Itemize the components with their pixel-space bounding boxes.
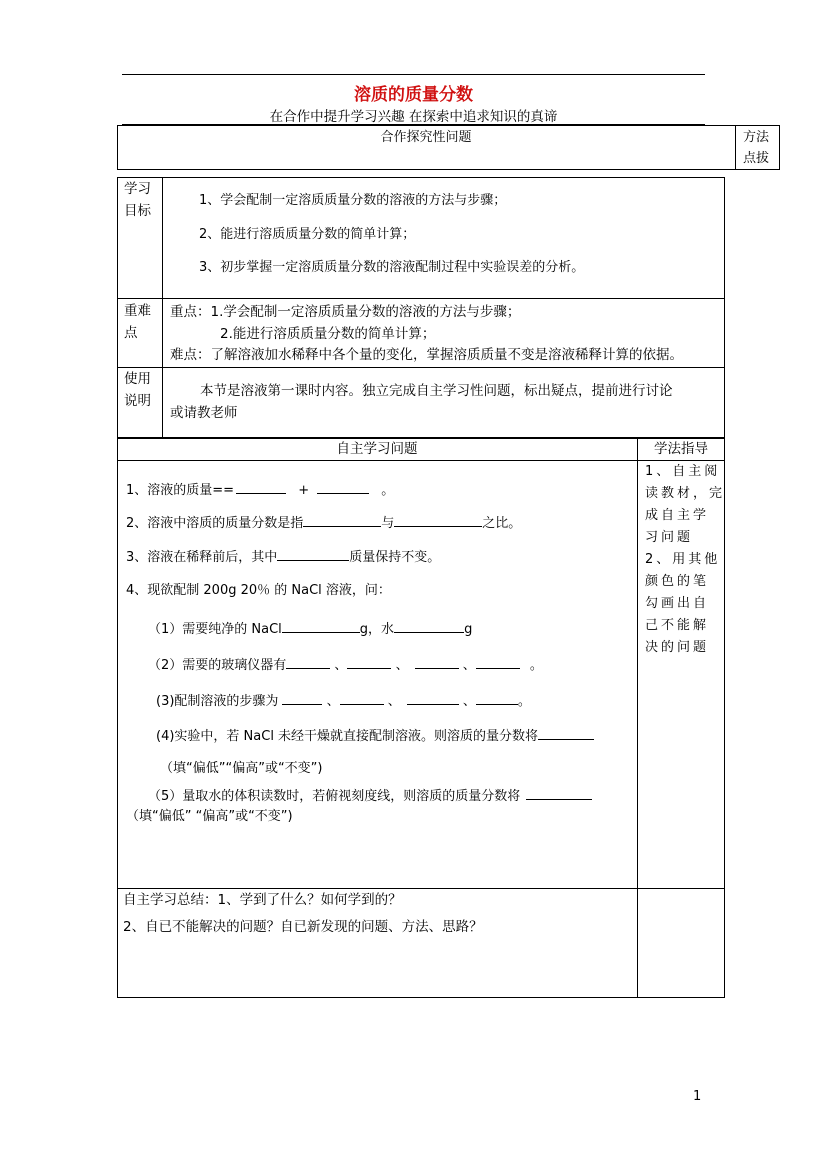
nacl-mass-blank[interactable] (282, 618, 360, 633)
study-guide-line: 2、用其他 (645, 552, 721, 567)
question-3-label: 3、溶液在稀释前后，其中 (126, 550, 278, 565)
question-4-5-hint: （填“偏低” “偏高”或“不变”) (126, 809, 293, 824)
question-4-3 (156, 690, 531, 711)
goal-item-1: 1、学会配制一定溶质质量分数的溶液的方法与步骤； (199, 193, 507, 208)
question-4-5-blank[interactable] (526, 785, 592, 800)
method-label-1: 方法 (743, 130, 770, 145)
separator: 、 (334, 658, 348, 673)
step-blank-3[interactable] (407, 690, 459, 705)
question-2-and: 与 (381, 516, 395, 531)
keypoints-line-3: 难点：了解溶液加水稀释中各个量的变化，掌握溶质质量不变是溶液稀释计算的依据。 (170, 347, 683, 363)
question-4-1-unit: g (464, 622, 473, 637)
question-3-blank[interactable] (277, 546, 349, 561)
question-4-4-hint: （填“偏低”“偏高”或“不变”) (160, 761, 323, 776)
keypoints-line-1: 重点：1.学会配制一定溶质质量分数的溶液的方法与步骤； (170, 304, 521, 320)
glassware-blank-1[interactable] (286, 654, 330, 669)
question-4-1-water: g，水 (359, 622, 395, 637)
question-3 (126, 546, 440, 567)
keypoints-line-2: 2.能进行溶质质量分数的简单计算； (220, 326, 436, 342)
question-4-1-label: （1）需要纯净的 NaCl (148, 622, 282, 637)
question-4-3-label: (3)配制溶液的步骤为 (156, 694, 279, 709)
header-rule-top (122, 74, 705, 75)
info-table-row-divider-1 (117, 298, 725, 299)
question-4-1 (148, 618, 472, 639)
glassware-blank-2[interactable] (347, 654, 391, 669)
question-4-5 (148, 785, 592, 806)
usage-label-2: 说明 (124, 393, 151, 409)
question-1-blank-2[interactable] (317, 479, 369, 494)
info-table-label-divider (162, 177, 163, 438)
question-3-end: 质量保持不变。 (349, 550, 441, 565)
study-guide-text (645, 461, 725, 659)
glassware-blank-4[interactable] (476, 654, 520, 669)
question-1-blank-1[interactable] (236, 479, 286, 494)
step-blank-1[interactable] (282, 690, 322, 705)
study-guide-line: 己不能解 (645, 618, 710, 633)
question-2-blank-2[interactable] (394, 512, 482, 527)
question-1-end: 。 (381, 483, 395, 498)
question-2-label: 2、溶液中溶质的质量分数是指 (126, 516, 304, 531)
study-guide-line: 勾画出自 (645, 596, 710, 611)
question-4-4-label: (4)实验中，若 NaCl 未经干燥就直接配制溶液。则溶质的量分数将 (156, 729, 539, 744)
separator: 、 (462, 694, 476, 709)
question-4: 4、现欲配制 200g 20％ 的 NaCl 溶液，问： (126, 583, 391, 598)
usage-label-1: 使用 (124, 371, 151, 387)
document-title: 溶质的质量分数 (354, 85, 473, 105)
goals-label-2: 目标 (124, 203, 151, 219)
question-2 (126, 512, 521, 533)
cooperative-table-divider (735, 125, 736, 170)
goal-item-3: 3、初步掌握一定溶质质量分数的溶液配制过程中实验误差的分析。 (199, 260, 585, 275)
question-2-end: 之比。 (482, 516, 522, 531)
document-subtitle: 在合作中提升学习兴趣 在探索中追求知识的真谛 (269, 109, 558, 125)
step-blank-4[interactable] (476, 690, 518, 705)
study-guide-line: 读教材，完 (645, 486, 726, 501)
question-4-2-label: （2）需要的玻璃仪器有 (148, 658, 287, 673)
glassware-blank-3[interactable] (415, 654, 459, 669)
method-label-2: 点拔 (743, 151, 770, 166)
summary-line-1: 自主学习总结：1、学到了什么？如何学到的？ (123, 892, 402, 908)
usage-line-1: 本节是溶液第一课时内容。独立完成自主学习性问题，标出疑点，提前进行讨论 (200, 383, 673, 399)
keypoints-label-1: 重难 (124, 303, 151, 319)
self-study-guide-divider (637, 438, 638, 998)
keypoints-label-2: 点 (124, 325, 138, 341)
question-2-blank-1[interactable] (303, 512, 381, 527)
question-4-4-blank[interactable] (538, 725, 594, 740)
question-4-2 (148, 654, 543, 675)
self-study-summary-divider (117, 888, 725, 889)
step-blank-2[interactable] (340, 690, 384, 705)
question-1 (126, 479, 394, 500)
question-1-label: 1、溶液的质量== (126, 483, 235, 498)
water-mass-blank[interactable] (394, 618, 464, 633)
page-number: 1 (693, 1089, 702, 1104)
study-guide-line: 成自主学 (645, 508, 710, 523)
question-4-3-end: 。 (517, 694, 531, 709)
separator: 、 (326, 694, 340, 709)
info-table-row-divider-2 (117, 367, 725, 368)
usage-line-2: 或请教老师 (170, 405, 238, 421)
cooperative-heading: 合作探究性问题 (380, 130, 472, 145)
separator: 、 (387, 694, 401, 709)
study-guide-line: 颜色的笔 (645, 574, 710, 589)
study-guide-line: 习问题 (645, 530, 694, 545)
question-4-2-end: 。 (529, 658, 543, 673)
self-study-header-divider (117, 460, 725, 461)
goal-item-2: 2、能进行溶质质量分数的简单计算； (199, 227, 416, 242)
study-guide-line: 1、自主阅 (645, 464, 721, 479)
study-guide-line: 决的问题 (645, 640, 710, 655)
self-study-heading: 自主学习问题 (336, 441, 418, 457)
separator: 、 (462, 658, 476, 673)
summary-line-2: 2、自已不能解决的问题？自已新发现的问题、方法、思路？ (123, 919, 483, 935)
question-4-4 (156, 725, 594, 746)
study-guide-heading: 学法指导 (654, 441, 708, 457)
question-1-plus: + (298, 483, 310, 498)
question-4-5-label: （5）量取水的体积读数时，若俯视刻度线，则溶质的质量分数将 (148, 789, 521, 804)
separator: 、 (395, 658, 409, 673)
goals-label-1: 学习 (124, 181, 151, 197)
